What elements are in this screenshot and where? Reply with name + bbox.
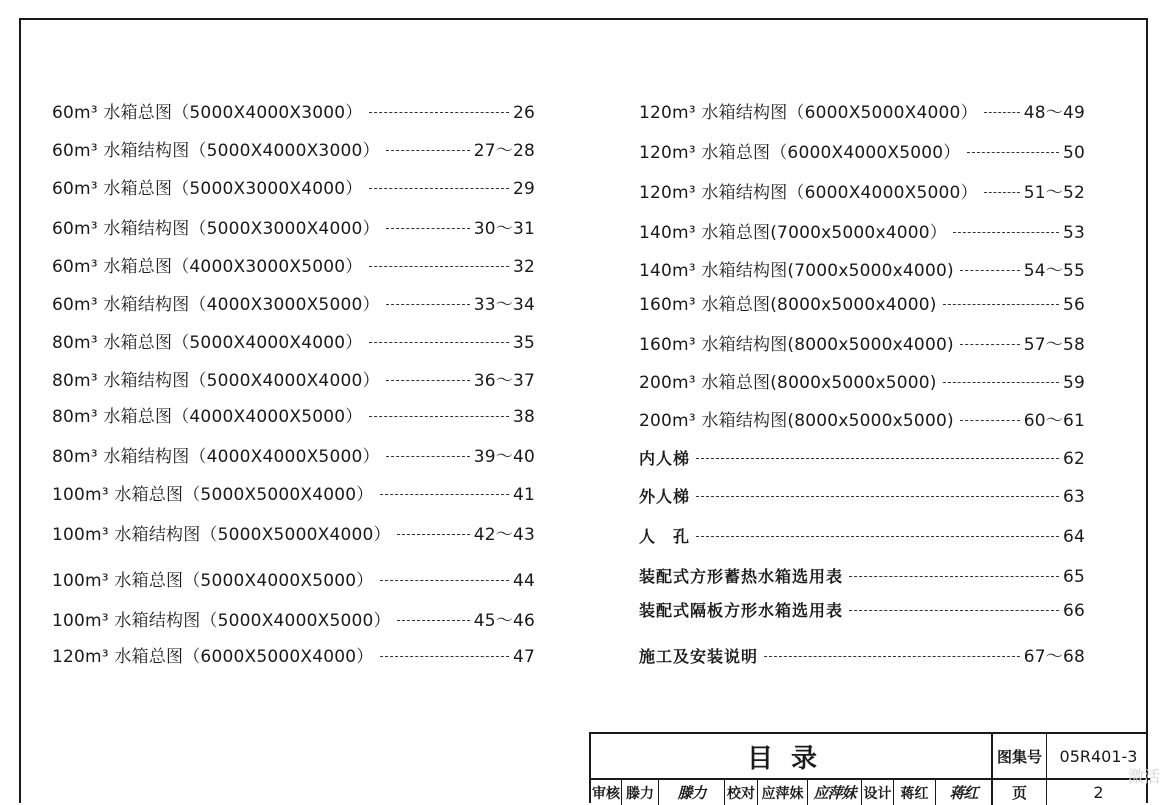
toc-leader-dots (849, 610, 1059, 611)
check-label: 校对 (725, 780, 758, 805)
check-signature: 应萍妹 (808, 780, 862, 805)
toc-leader-dots (380, 580, 509, 581)
toc-entry-title: 100m³ 水箱结构图（5000X5000X4000） (52, 525, 391, 545)
watermark: 激活 (1127, 767, 1160, 786)
toc-entry-title: 60m³ 水箱结构图（5000X4000X3000） (52, 141, 380, 161)
toc-entry-page: 30～31 (473, 219, 535, 239)
toc-entry (639, 330, 1085, 355)
toc-entry-title: 80m³ 水箱总图（5000X4000X4000） (52, 333, 363, 353)
toc-entry (639, 368, 1085, 393)
toc-entry-page: 56 (1062, 295, 1085, 315)
toc-entry-page: 51～52 (1023, 183, 1085, 203)
toc-entry-page: 63 (1062, 487, 1085, 507)
toc-leader-dots (943, 304, 1059, 305)
toc-entry (52, 366, 535, 391)
toc-leader-dots (380, 494, 509, 495)
toc-entry (52, 136, 535, 161)
page-label: 页 (993, 780, 1047, 805)
toc-leader-dots (369, 342, 509, 343)
toc-entry-page: 66 (1062, 601, 1085, 621)
toc-leader-dots (369, 112, 509, 113)
toc-leader-dots (960, 344, 1020, 345)
toc-entry-title: 120m³ 水箱总图（6000X5000X4000） (52, 647, 374, 667)
toc-entry-title: 200m³ 水箱结构图(8000x5000x5000) (639, 411, 954, 431)
toc-entry (639, 524, 1085, 547)
toc-leader-dots (397, 620, 470, 621)
toc-entry-page: 36～37 (473, 371, 535, 391)
toc-leader-dots (386, 456, 470, 457)
toc-entry (52, 174, 535, 199)
toc-entry-title: 140m³ 水箱总图(7000x5000x4000） (639, 223, 947, 243)
toc-leader-dots (369, 188, 509, 189)
toc-entry-page: 27～28 (473, 141, 535, 161)
review-name: 滕力 (622, 780, 659, 805)
toc-entry-page: 26 (512, 103, 535, 123)
toc-entry-title: 60m³ 水箱总图（5000X4000X3000） (52, 103, 363, 123)
toc-entry (52, 214, 535, 239)
toc-entry-page: 45～46 (473, 611, 535, 631)
title-block (589, 732, 1148, 803)
toc-entry (639, 406, 1085, 431)
toc-entry-title: 装配式方形蓄热水箱选用表 (639, 567, 844, 586)
toc-leader-dots (369, 416, 509, 417)
toc-entry (639, 256, 1085, 281)
toc-entry (639, 484, 1085, 507)
toc-entry-title: 装配式隔板方形水箱选用表 (639, 601, 844, 620)
toc-entry-title: 60m³ 水箱总图（4000X3000X5000） (52, 257, 363, 277)
toc-entry-page: 67～68 (1023, 647, 1085, 667)
toc-leader-dots (984, 112, 1020, 113)
toc-entry-page: 42～43 (473, 525, 535, 545)
toc-entry-page: 59 (1062, 373, 1085, 393)
toc-entry-page: 39～40 (473, 447, 535, 467)
toc-entry (52, 442, 535, 467)
toc-entry (639, 218, 1085, 243)
toc-entry (639, 178, 1085, 203)
toc-entry (639, 598, 1085, 621)
toc-entry-title: 80m³ 水箱结构图（4000X4000X5000） (52, 447, 380, 467)
toc-leader-dots (380, 656, 509, 657)
toc-entry (639, 642, 1085, 667)
toc-entry-page: 64 (1062, 527, 1085, 547)
toc-entry-page: 41 (512, 485, 535, 505)
title-block-title: 目录 (591, 734, 993, 780)
toc-entry (52, 328, 535, 353)
toc-entry-page: 32 (512, 257, 535, 277)
toc-entry (639, 138, 1085, 163)
toc-leader-dots (696, 536, 1059, 537)
toc-entry (639, 98, 1085, 123)
toc-entry-title: 160m³ 水箱总图(8000x5000x4000) (639, 295, 937, 315)
toc-entry-page: 29 (512, 179, 535, 199)
toc-entry (52, 252, 535, 277)
toc-leader-dots (960, 270, 1020, 271)
toc-entry-title: 施工及安装说明 (639, 647, 759, 666)
toc-leader-dots (849, 576, 1059, 577)
design-name: 蒋红 (894, 780, 936, 805)
toc-entry-title: 内人梯 (639, 449, 691, 468)
toc-entry-page: 57～58 (1023, 335, 1085, 355)
toc-entry-page: 47 (512, 647, 535, 667)
toc-entry-page: 53 (1062, 223, 1085, 243)
toc-entry (52, 520, 535, 545)
toc-leader-dots (960, 420, 1020, 421)
design-signature: 蒋红 (936, 780, 993, 805)
toc-leader-dots (386, 380, 470, 381)
toc-leader-dots (696, 458, 1059, 459)
toc-entry-title: 100m³ 水箱结构图（5000X4000X5000） (52, 611, 391, 631)
toc-entry-page: 48～49 (1023, 103, 1085, 123)
toc-entry (52, 606, 535, 631)
toc-leader-dots (764, 656, 1020, 657)
toc-leader-dots (369, 266, 509, 267)
toc-entry-page: 35 (512, 333, 535, 353)
toc-entry-title: 60m³ 水箱总图（5000X3000X4000） (52, 179, 363, 199)
toc-leader-dots (696, 496, 1059, 497)
toc-entry (52, 98, 535, 123)
toc-entry-title: 60m³ 水箱结构图（4000X3000X5000） (52, 295, 380, 315)
atlas-number-label: 图集号 (993, 734, 1047, 780)
atlas-number: 05R401-3 (1047, 734, 1150, 780)
review-signature: 滕力 (659, 780, 725, 805)
toc-entry-page: 60～61 (1023, 411, 1085, 431)
toc-entry-title: 200m³ 水箱总图(8000x5000x5000) (639, 373, 937, 393)
toc-entry-page: 54～55 (1023, 261, 1085, 281)
toc-leader-dots (386, 150, 470, 151)
toc-entry (52, 290, 535, 315)
check-name: 应萍妹 (758, 780, 808, 805)
toc-entry-title: 120m³ 水箱结构图（6000X4000X5000） (639, 183, 978, 203)
toc-leader-dots (386, 228, 470, 229)
toc-entry (639, 446, 1085, 469)
toc-entry-title: 人 孔 (639, 527, 691, 546)
toc-entry (639, 290, 1085, 315)
toc-entry-title: 120m³ 水箱总图（6000X4000X5000） (639, 143, 961, 163)
toc-entry (52, 566, 535, 591)
review-label: 审核 (591, 780, 622, 805)
toc-entry-title: 80m³ 水箱总图（4000X4000X5000） (52, 407, 363, 427)
toc-entry-title: 120m³ 水箱结构图（6000X5000X4000） (639, 103, 978, 123)
toc-entry (639, 564, 1085, 587)
toc-leader-dots (397, 534, 470, 535)
toc-entry-page: 65 (1062, 567, 1085, 587)
toc-entry-title: 80m³ 水箱结构图（5000X4000X4000） (52, 371, 380, 391)
toc-entry-title: 外人梯 (639, 487, 691, 506)
toc-leader-dots (943, 382, 1059, 383)
toc-leader-dots (967, 152, 1059, 153)
toc-entry-page: 62 (1062, 449, 1085, 469)
toc-entry (52, 642, 535, 667)
toc-entry-title: 140m³ 水箱结构图(7000x5000x4000) (639, 261, 954, 281)
toc-entry-title: 100m³ 水箱总图（5000X5000X4000） (52, 485, 374, 505)
toc-entry-page: 38 (512, 407, 535, 427)
toc-entry-title: 160m³ 水箱结构图(8000x5000x4000) (639, 335, 954, 355)
toc-leader-dots (953, 232, 1059, 233)
toc-entry-page: 50 (1062, 143, 1085, 163)
toc-entry-title: 100m³ 水箱总图（5000X4000X5000） (52, 571, 374, 591)
page-number: 2 (1093, 783, 1104, 802)
toc-entry (52, 480, 535, 505)
toc-entry (52, 402, 535, 427)
toc-entry-page: 44 (512, 571, 535, 591)
toc-entry-page: 33～34 (473, 295, 535, 315)
toc-leader-dots (386, 304, 470, 305)
design-label: 设计 (862, 780, 894, 805)
toc-leader-dots (984, 192, 1020, 193)
toc-entry-title: 60m³ 水箱结构图（5000X3000X4000） (52, 219, 380, 239)
